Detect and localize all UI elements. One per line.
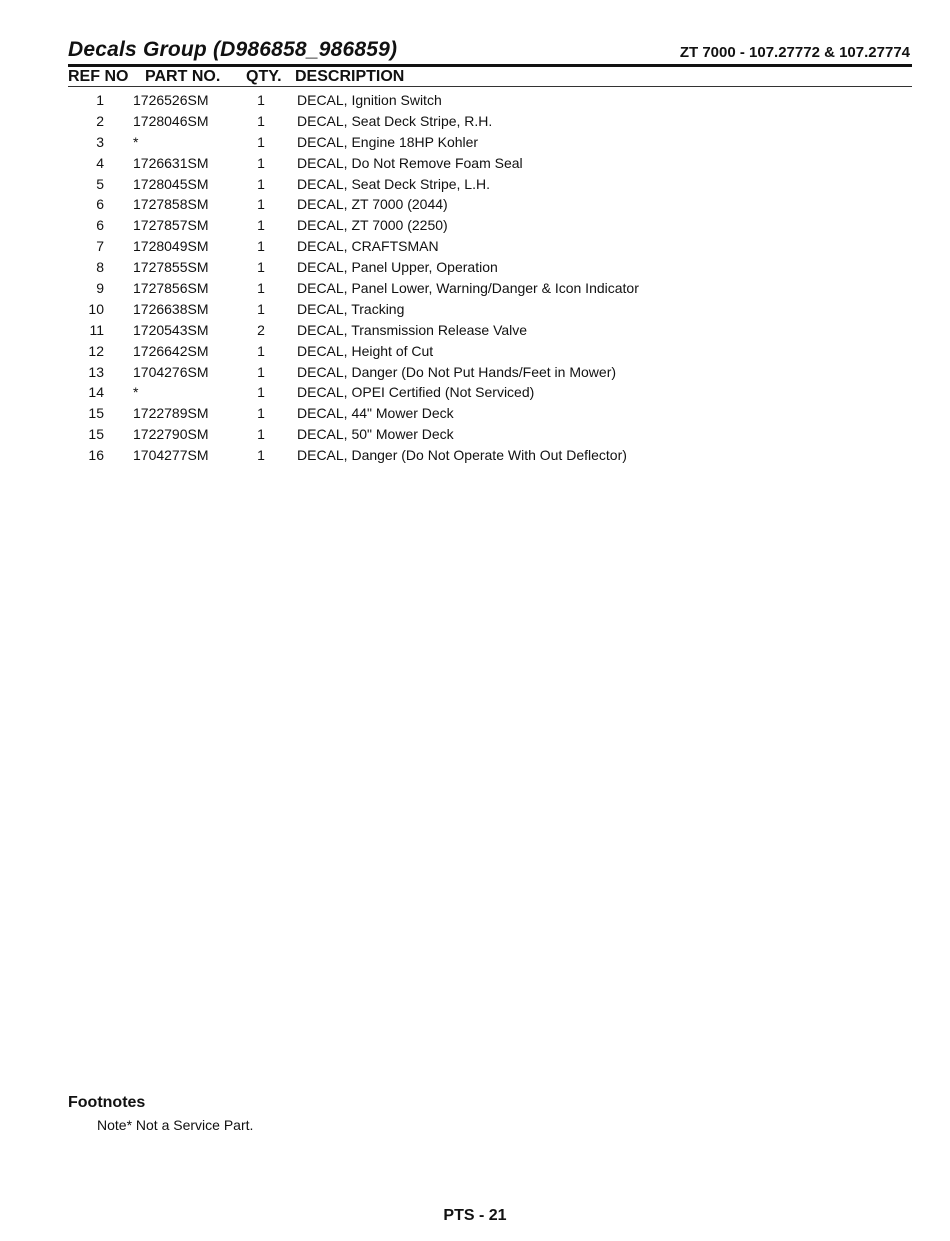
table-row [0,236,950,257]
part-no-cell: * [133,384,139,401]
qty-cell: 1 [257,217,265,234]
part-no-cell: 1727857SM [133,217,209,234]
model-header: ZT 7000 - 107.27772 & 107.27774 [679,44,910,61]
table-row [0,90,950,111]
ref-no-cell: 9 [96,280,104,297]
column-header-description: DESCRIPTION [295,68,405,85]
table-row [0,215,950,236]
column-header-divider [68,86,912,87]
part-no-cell: 1726638SM [133,300,209,317]
description-cell: DECAL, Seat Deck Stripe, L.H. [297,175,490,192]
table-row [0,445,950,466]
table-row [0,320,950,341]
column-header-part-no: PART NO. [145,68,221,85]
part-no-cell: 1704277SM [133,447,209,464]
table-row [0,403,950,424]
part-no-cell: 1720543SM [133,321,209,338]
part-no-cell: 1722790SM [133,426,209,443]
description-cell: DECAL, Ignition Switch [297,92,442,108]
ref-no-cell: 13 [88,363,104,380]
table-row [0,111,950,132]
part-no-cell: 1722789SM [133,405,209,422]
qty-cell: 1 [257,342,265,359]
part-no-cell: 1728045SM [133,175,209,192]
description-cell: DECAL, CRAFTSMAN [297,238,439,255]
ref-no-cell: 2 [96,112,104,129]
qty-cell: 1 [257,280,265,297]
description-cell: DECAL, ZT 7000 (2250) [297,217,448,234]
qty-cell: 1 [257,384,265,401]
ref-no-cell: 11 [89,321,104,338]
part-no-cell: 1727856SM [133,280,209,297]
qty-cell: 1 [257,426,265,443]
page-number: PTS - 21 [443,1207,507,1224]
description-cell: DECAL, Danger (Do Not Put Hands/Feet in Mower) [297,363,617,380]
description-cell: DECAL, OPEI Certified (Not Serviced) [297,384,535,401]
ref-no-cell: 6 [96,196,104,213]
ref-no-cell: 15 [88,405,104,422]
ref-no-cell: 14 [88,384,104,401]
ref-no-cell: 5 [96,175,104,192]
table-row [0,299,950,320]
part-no-cell: 1727855SM [133,259,209,276]
description-cell: DECAL, Panel Upper, Operation [297,259,498,276]
qty-cell: 1 [257,175,265,192]
qty-cell: 1 [257,238,265,255]
description-cell: DECAL, 44" Mower Deck [297,405,454,422]
qty-cell: 1 [257,447,265,464]
ref-no-cell: 3 [96,133,104,150]
description-cell: DECAL, Transmission Release Valve [297,321,528,338]
qty-cell: 1 [257,133,265,150]
qty-cell: 1 [257,112,265,129]
parts-table [0,90,950,466]
table-row [0,257,950,278]
qty-cell: 1 [257,196,265,213]
footnotes-title: Footnotes [68,1094,146,1111]
description-cell: DECAL, Do Not Remove Foam Seal [297,154,523,171]
part-no-cell: 1726631SM [133,154,209,171]
ref-no-cell: 10 [88,300,104,317]
table-row [0,362,950,383]
part-no-cell: 1727858SM [133,196,209,213]
part-no-cell: 1728049SM [133,238,209,255]
table-row [0,382,950,403]
description-cell: DECAL, Seat Deck Stripe, R.H. [297,112,493,129]
part-no-cell: 1728046SM [133,112,209,129]
qty-cell: 1 [257,259,265,276]
table-row [0,174,950,195]
ref-no-cell: 6 [96,217,104,234]
page-title: Decals Group (D986858_986859) [68,38,398,61]
qty-cell: 2 [257,321,265,338]
ref-no-cell: 1 [96,92,104,108]
description-cell: DECAL, 50" Mower Deck [297,426,454,443]
description-cell: DECAL, Tracking [297,300,405,317]
description-cell: DECAL, ZT 7000 (2044) [297,196,448,213]
table-row [0,132,950,153]
table-row [0,194,950,215]
footnote-text: Note* Not a Service Part. [97,1117,254,1133]
column-header-ref-no: REF NO [68,68,129,85]
table-row [0,278,950,299]
table-row [0,424,950,445]
header-divider [68,64,912,67]
qty-cell: 1 [257,363,265,380]
ref-no-cell: 8 [96,259,104,276]
ref-no-cell: 16 [88,447,104,464]
table-row [0,341,950,362]
ref-no-cell: 15 [88,426,104,443]
qty-cell: 1 [257,92,265,108]
ref-no-cell: 12 [88,342,104,359]
qty-cell: 1 [257,405,265,422]
description-cell: DECAL, Danger (Do Not Operate With Out Deflector) [297,447,627,464]
part-no-cell: * [133,133,139,150]
description-cell: DECAL, Panel Lower, Warning/Danger & Icon Indicator [297,280,639,297]
column-header-qty: QTY. [246,68,282,85]
description-cell: DECAL, Height of Cut [297,342,434,359]
table-row [0,153,950,174]
part-no-cell: 1726526SM [133,92,209,108]
part-no-cell: 1704276SM [133,363,209,380]
ref-no-cell: 4 [96,154,104,171]
ref-no-cell: 7 [96,238,104,255]
description-cell: DECAL, Engine 18HP Kohler [297,133,479,150]
qty-cell: 1 [257,300,265,317]
part-no-cell: 1726642SM [133,342,209,359]
qty-cell: 1 [257,154,265,171]
